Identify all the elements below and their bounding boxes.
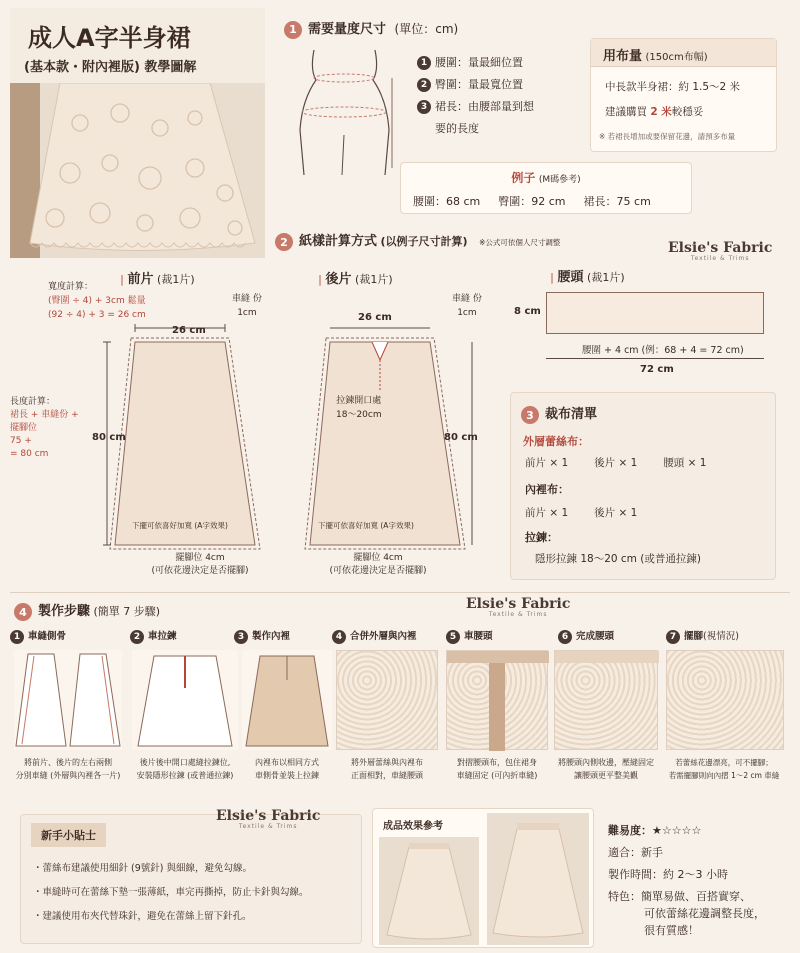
measure-item-hip: 2 臀圍：量最寬位置 — [417, 74, 534, 96]
step-2: 2 車拉鍊 — [130, 628, 177, 644]
section1-heading — [284, 18, 458, 39]
info-panel — [600, 814, 780, 946]
step-3-caption: 內裡布以相同方式 車側骨並裝上拉鍊 — [255, 758, 319, 780]
step-3-illustration — [242, 650, 332, 750]
cut-lining-label: 內裡布： — [525, 483, 569, 496]
tips-title: 新手小貼士 — [31, 823, 106, 847]
result-panel — [372, 808, 594, 948]
back-seam: 車縫 份 1cm — [452, 294, 482, 318]
cut-zip-label: 拉鍊： — [525, 531, 558, 544]
example-length: 裙長：75 cm — [583, 195, 651, 208]
section2-note: ※公式可依個人尺寸調整 — [479, 238, 561, 247]
measure-item-waist: 1 腰圍：量最細位置 — [417, 52, 534, 74]
tip-item: ・建議使用布夾代替珠針，避免在蕾絲上留下針孔。 — [33, 911, 252, 922]
fabric-title: 用布量 — [603, 49, 643, 64]
front-piece-title: | 前片 (裁1片) — [120, 272, 195, 287]
step-7: 7 擺腳(視情況) — [666, 628, 739, 644]
example-note: (M碼參考) — [538, 175, 581, 185]
fabric-line2: 建議購買 2 米較穩妥 — [605, 106, 704, 118]
section4-heading: 4 製作步驟 (簡單 7 步驟) — [14, 600, 160, 621]
front-inner-note: 下擺可依喜好加寬 (A字效果) — [132, 521, 228, 530]
cut-outer-label: 外層蕾絲布： — [523, 435, 589, 448]
brand-logo-2: Elsie's Fabric Textile & Trims — [466, 596, 571, 618]
back-piece-title: | 後片 (裁1片) — [318, 272, 393, 287]
step-list — [10, 628, 790, 793]
info-features: 特色：簡單易做、百搭實穿、 可依蕾絲花邊調整長度， 很有質感！ — [608, 890, 765, 937]
back-inner-note: 下擺可依喜好加寬 (A字效果) — [318, 521, 414, 530]
example-box — [400, 162, 692, 214]
info-fit: 適合：新手 — [608, 846, 663, 859]
step-4-illustration — [336, 650, 438, 750]
measure-item-length: 3 裙長：由腰部量到想 要的長度 — [417, 96, 534, 140]
header-skirt-photo — [10, 83, 265, 258]
step-5-illustration — [446, 650, 548, 750]
fabric-box — [590, 38, 777, 152]
tip-item: ・蕾絲布建議使用細針 (9號針) 與細線，避免勾線。 — [33, 863, 253, 874]
result-photo-1 — [379, 837, 479, 945]
header-panel — [10, 8, 265, 258]
band-width-line — [546, 358, 764, 359]
body-figure — [292, 50, 397, 175]
section1-title: 需要量度尺寸 — [308, 22, 387, 37]
back-top-dim: 26 cm — [358, 312, 392, 323]
front-width-calc: 寬度計算： (臀圍 ÷ 4) + 3cm 鬆量 (92 ÷ 4) + 3 = 26 cm — [48, 282, 146, 320]
fabric-line1: 中長款半身裙：約 1.5～2 米 — [605, 81, 741, 93]
step-7-illustration — [666, 650, 784, 750]
step-4: 4 合併外層與內裡 — [332, 628, 417, 644]
info-time: 製作時間：約 2～3 小時 — [608, 868, 728, 881]
step-6-illustration — [554, 650, 658, 750]
section1-number: 1 — [284, 21, 302, 39]
front-seam: 車縫 份 1cm — [232, 294, 262, 318]
section1-unit: (單位：cm) — [394, 22, 459, 36]
step-5: 5 車腰頭 — [446, 628, 493, 644]
section4-divider — [10, 592, 790, 593]
example-waist: 腰圍：68 cm — [413, 195, 481, 208]
fabric-foot: ※ 若裙長增加或要保留花邊，請預多布量 — [599, 132, 736, 141]
page-subtitle: (基本款・附內裡版) 教學圖解 — [24, 60, 197, 75]
fabric-note: (150cm布幅) — [645, 52, 708, 63]
band-title: | 腰頭 (裁1片) — [550, 270, 625, 285]
step-2-caption: 後片後中開口處縫拉鍊位, 安裝隱形拉鍊 (或普通拉鍊) — [136, 758, 234, 780]
result-photo-2 — [487, 813, 589, 945]
back-zip-note: 拉鍊開口處 18～20cm — [336, 396, 382, 420]
example-title: 例子 — [511, 171, 536, 185]
difficulty: 難易度：★☆☆☆☆ — [608, 824, 702, 837]
tips-list — [33, 857, 309, 929]
section2-heading: 2 紙樣計算方式 (以例子尺寸計算) ※公式可依個人尺寸調整 — [275, 230, 560, 251]
back-height-dim: 80 cm — [444, 432, 478, 443]
step-7-caption: 若蕾絲花邊漂亮，可不擺腳； 若需擺腳則向內摺 1～2 cm 車縫 — [668, 758, 780, 780]
result-title: 成品效果參考 — [383, 821, 443, 832]
front-length-calc: 長度計算： 裙長 + 車縫份 + 擺腳位 75 + = 80 cm — [10, 397, 79, 459]
step-1-illustration — [14, 650, 122, 750]
brand-logo-3: Elsie's Fabric Textile & Trims — [216, 808, 321, 830]
step-5-caption: 對摺腰頭布，包住裙身 車縫固定 (可內折車縫) — [456, 758, 538, 780]
band-rect — [546, 292, 764, 334]
tip-item: ・車縫時可在蕾絲下墊一張薄紙，車完再撕掉，防止卡針與勾線。 — [33, 887, 309, 898]
step-3: 3 製作內裡 — [234, 628, 290, 644]
front-hem: 擺腳位 4cm (可依花邊決定是否擺腳) — [151, 553, 249, 576]
step-1: 1 車縫側骨 — [10, 628, 66, 644]
cut-list-panel: 3 裁布清單 外層蕾絲布： 前片 × 1 後片 × 1 腰頭 × 1 內裡布： 前片 × 1 後片 × 1 拉鍊： 隱形拉鍊 18～20 cm (或普通拉鍊) — [510, 392, 776, 580]
band-width-dim: 72 cm — [640, 364, 674, 375]
cut-outer-items: 前片 × 1 後片 × 1 腰頭 × 1 — [525, 457, 707, 469]
tips-panel — [20, 814, 362, 944]
front-height-dim: 80 cm — [92, 432, 126, 443]
step-2-illustration — [132, 650, 238, 750]
front-top-dim: 26 cm — [172, 325, 206, 336]
band-formula: 腰圍 + 4 cm (例：68 + 4 = 72 cm) — [582, 345, 744, 356]
cut-lining-items: 前片 × 1 後片 × 1 — [525, 507, 638, 519]
band-height-dim: 8 cm — [514, 306, 541, 317]
cut-zip-item: 隱形拉鍊 18～20 cm (或普通拉鍊) — [535, 553, 701, 565]
back-hem: 擺腳位 4cm (可依花邊決定是否擺腳) — [329, 553, 427, 576]
page-title: 成人A字半身裙 — [28, 24, 191, 52]
brand-logo-1: Elsie's Fabric Textile & Trims — [668, 240, 773, 262]
step-4-caption: 將外層蕾絲與內裡布 正面相對，車縫腰頭 — [351, 758, 423, 780]
step-1-caption: 將前片、後片的左右兩側 分別車縫 (外層與內裡各一片) — [15, 758, 121, 780]
step-6-caption: 將腰頭內側收邊，壓縫固定 讓腰頭更平整美觀 — [558, 758, 654, 780]
difficulty-stars: ★☆☆☆☆ — [652, 824, 702, 837]
step-6: 6 完成腰頭 — [558, 628, 614, 644]
example-hip: 臀圍：92 cm — [498, 195, 566, 208]
